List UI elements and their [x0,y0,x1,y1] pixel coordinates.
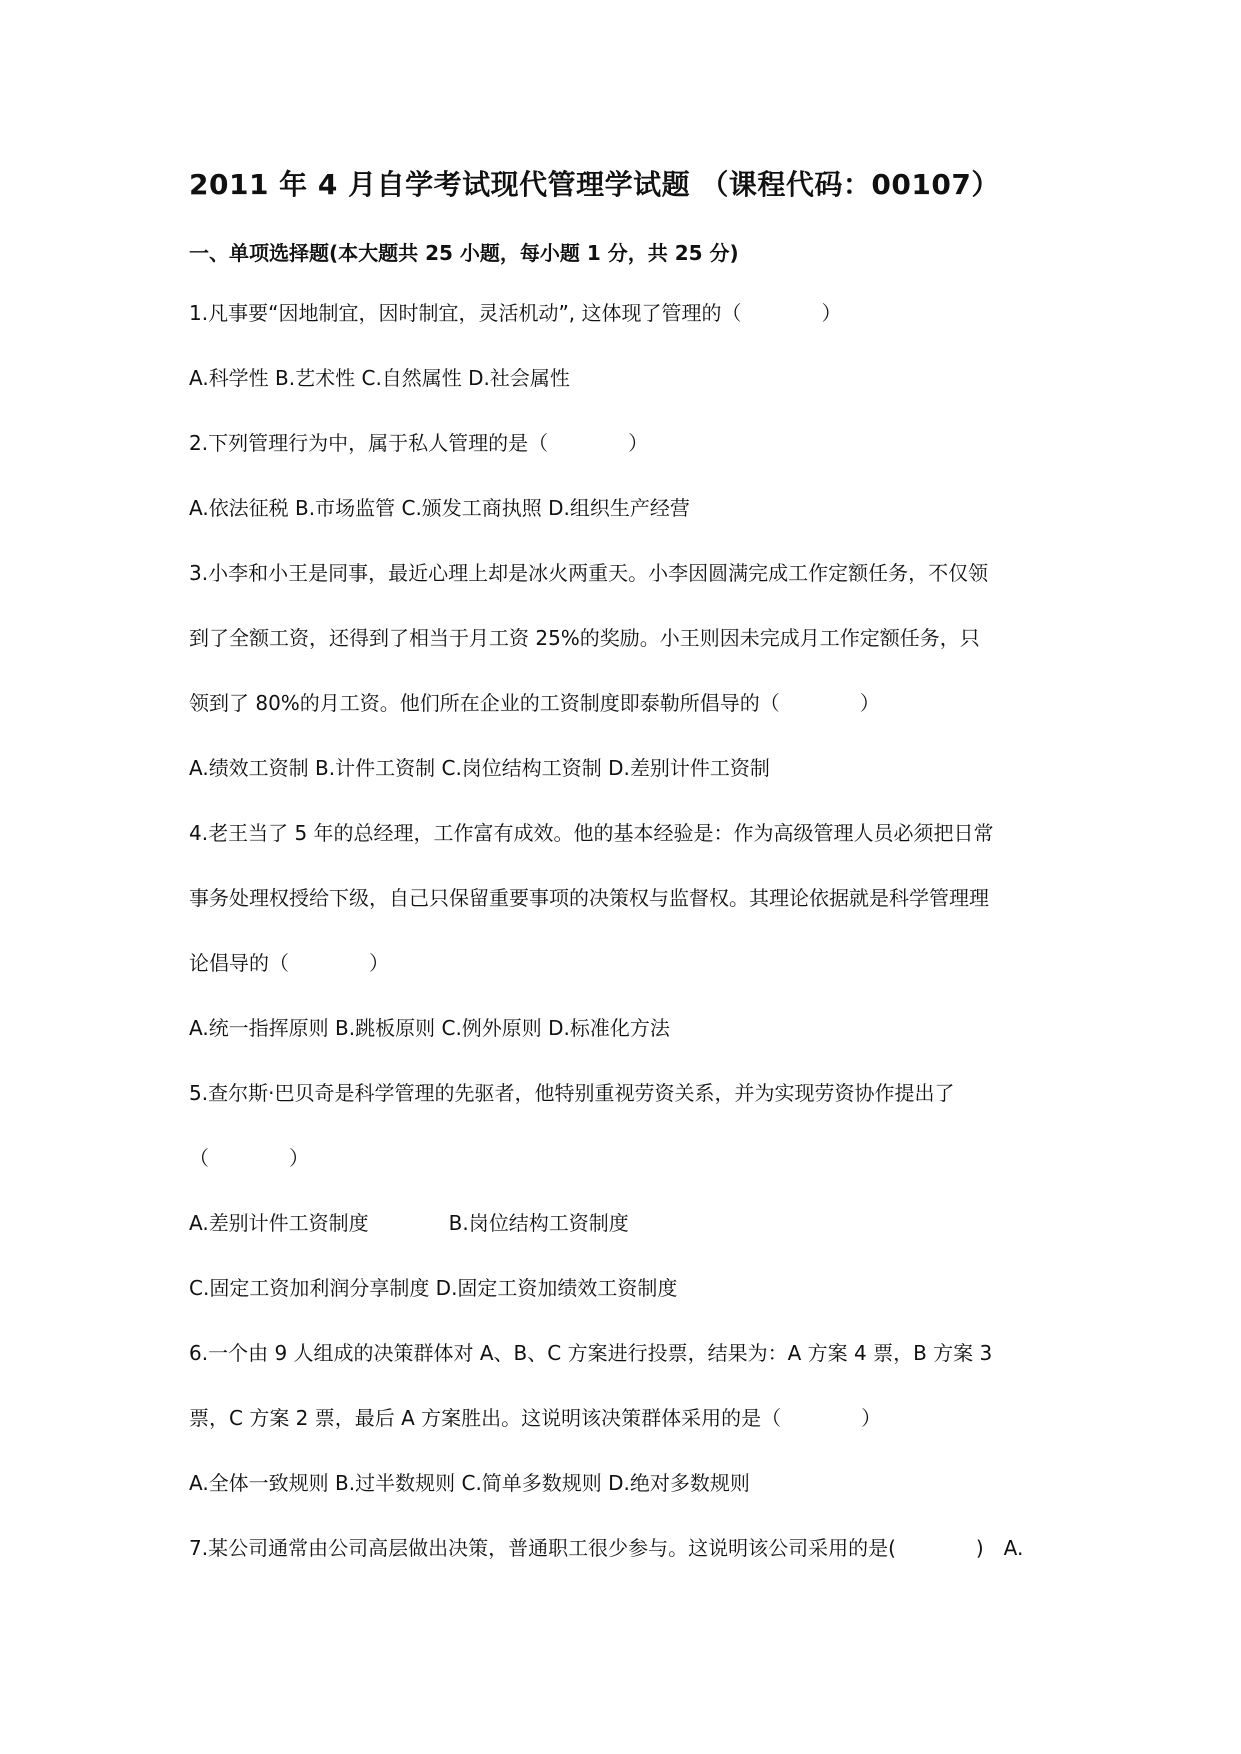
question-line: 4.老王当了 5 年的总经理，工作富有成效。他的基本经验是：作为高级管理人员必须把日常 [189,821,994,845]
question-line: 1.凡事要“因地制宜，因时制宜，灵活机动”, 这体现了管理的（ ） [189,301,842,325]
question-line: 2.下列管理行为中，属于私人管理的是（ ） [189,431,649,455]
option-line: C.固定工资加利润分享制度 D.固定工资加绩效工资制度 [189,1276,678,1300]
option-line: A.统一指挥原则 B.跳板原则 C.例外原则 D.标准化方法 [189,1016,670,1040]
option-line: A.绩效工资制 B.计件工资制 C.岗位结构工资制 D.差别计件工资制 [189,756,770,780]
option-line: A.科学性 B.艺术性 C.自然属性 D.社会属性 [189,366,570,390]
question-line: 6.一个由 9 人组成的决策群体对 A、B、C 方案进行投票，结果为：A 方案 4 票，B 方案 3 [189,1341,993,1365]
question-line: 5.查尔斯·巴贝奇是科学管理的先驱者，他特别重视劳资关系，并为实现劳资协作提出了 [189,1081,955,1105]
question-line: 票，C 方案 2 票，最后 A 方案胜出。这说明该决策群体采用的是（ ） [189,1406,882,1430]
question-line: （ ） [189,1146,309,1170]
option-line: A.依法征税 B.市场监管 C.颁发工商执照 D.组织生产经营 [189,496,690,520]
option-line: A.全体一致规则 B.过半数规则 C.简单多数规则 D.绝对多数规则 [189,1471,750,1495]
question-line: 3.小李和小王是同事，最近心理上却是冰火两重天。小李因圆满完成工作定额任务，不仅领 [189,561,989,585]
question-line: 论倡导的（ ） [189,951,389,975]
question-line: 到了全额工资，还得到了相当于月工资 25%的奖励。小王则因未完成月工作定额任务，只 [189,626,980,650]
section-heading: 一、单项选择题(本大题共 25 小题，每小题 1 分，共 25 分) [189,241,739,265]
exam-title: 2011 年 4 月自学考试现代管理学试题 （课程代码：00107） [189,168,1000,201]
option-line: A.差别计件工资制度 B.岗位结构工资制度 [189,1211,629,1235]
question-line: 领到了 80%的月工资。他们所在企业的工资制度即泰勒所倡导的（ ） [189,691,880,715]
question-line: 7.某公司通常由公司高层做出决策，普通职工很少参与。这说明该公司采用的是( ) A. [189,1536,1024,1560]
question-line: 事务处理权授给下级，自己只保留重要事项的决策权与监督权。其理论依据就是科学管理理 [189,886,989,910]
